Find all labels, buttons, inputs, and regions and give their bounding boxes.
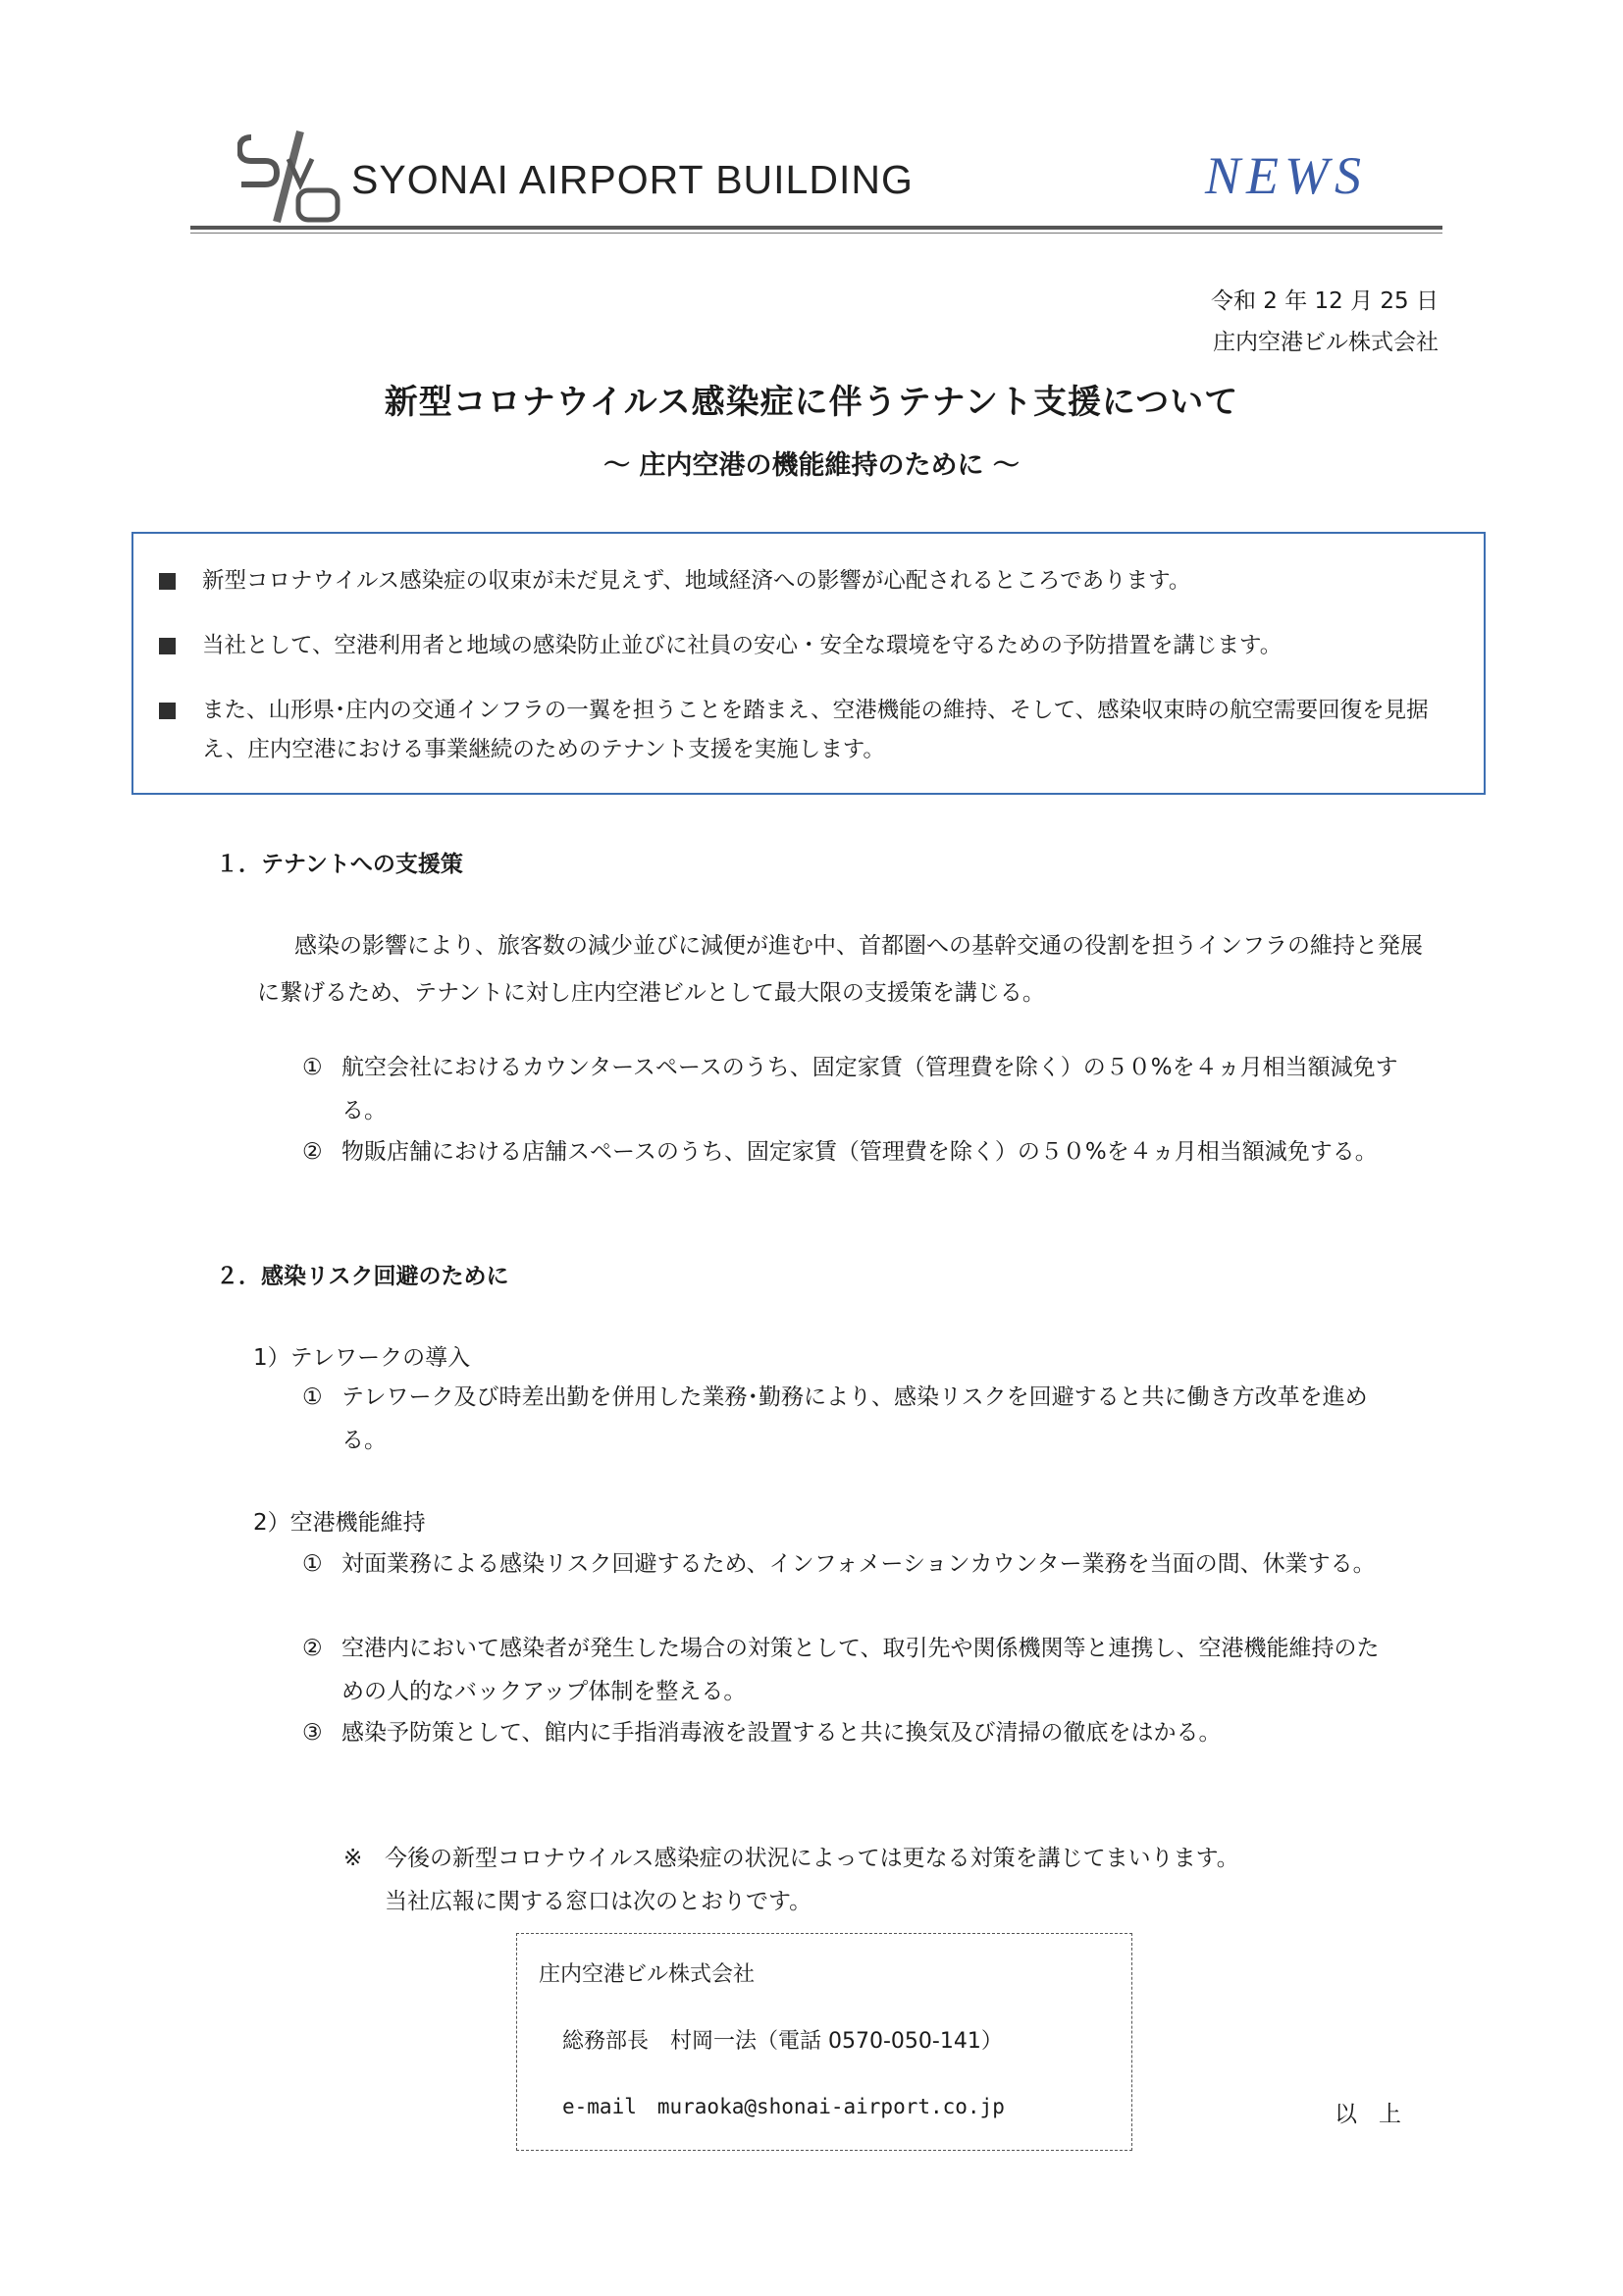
company-brand-name: SYONAI AIRPORT BUILDING <box>351 157 914 202</box>
list-item: ② 空港内において感染者が発生した場合の対策として、取引先や関係機関等と連携し、空港機能維持のための人的なバックアップ体制を整える。 <box>302 1636 1380 1704</box>
list-item: ① 航空会社におけるカウンタースペースのうち、固定家賃（管理費を除く）の５０%を４ヵ月相当額減免する。 <box>302 1055 1398 1123</box>
document-title: 新型コロナウイルス感染症に伴うテナント支援について <box>384 383 1239 422</box>
issuer-name: 庄内空港ビル株式会社 <box>1213 330 1439 355</box>
subsection-heading: 1）テレワークの導入 <box>253 1345 471 1371</box>
section1-paragraph: 感染の影響により、旅客数の減少並びに減便が進む中、首都圏への基幹交通の役割を担うインフラの維持と発展に繋げるため、テナントに対し庄内空港ビルとして最大限の支援策を講じる。 <box>257 933 1423 1006</box>
document-subtitle: ～ 庄内空港の機能維持のために ～ <box>603 450 1020 481</box>
header-divider <box>190 226 1442 230</box>
section-heading-1: １．テナントへの支援策 <box>216 852 463 877</box>
header-divider-thin <box>190 233 1442 234</box>
list-item: ③ 感染予防策として、館内に手指消毒液を設置すると共に換気及び清掃の徹底をはかる。 <box>302 1720 1222 1746</box>
bullet-square-icon <box>159 638 176 654</box>
issue-date: 令和 2 年 12 月 25 日 <box>1210 288 1439 314</box>
bullet-square-icon <box>159 573 176 590</box>
list-item: ① テレワーク及び時差出勤を併用した業務･勤務により、感染リスクを回避すると共に働き方改革を進める。 <box>302 1384 1368 1453</box>
section-heading-2: ２．感染リスク回避のために <box>216 1264 509 1289</box>
bullet-square-icon <box>159 703 176 719</box>
contact-email[interactable]: e-mail muraoka@shonai-airport.co.jp <box>562 2095 1005 2118</box>
list-item: ① 対面業務による感染リスク回避するため、インフォメーションカウンター業務を当面の間、休業する。 <box>302 1551 1376 1577</box>
closing-mark: 以上 <box>1335 2102 1423 2127</box>
contact-person: 総務部長 村岡一法（電話 0570-050-141） <box>562 2029 1003 2054</box>
contact-company: 庄内空港ビル株式会社 <box>539 1962 756 1987</box>
contact-box <box>516 1933 1132 2151</box>
list-item: ② 物販店舗における店舗スペースのうち、固定家賃（管理費を除く）の５０%を４ヵ月相当額減免する。 <box>302 1139 1378 1165</box>
news-label: NEWS <box>1205 146 1367 205</box>
summary-item: 新型コロナウイルス感染症の収束が未だ見えず、地域経済への影響が心配されるところであります。 <box>159 561 1464 600</box>
subsection-heading: 2）空港機能維持 <box>253 1510 426 1536</box>
company-logo <box>237 128 343 226</box>
summary-box <box>131 532 1486 795</box>
summary-item: 当社として、空港利用者と地域の感染防止並びに社員の安心・安全な環境を守るための予防措置を講じます。 <box>159 626 1464 665</box>
summary-item: また、山形県･庄内の交通インフラの一翼を担うことを踏まえ、空港機能の維持、そして、感染収束時の航空需要回復を見据え、庄内空港における事業継続のためのテナント支援を実施します。 <box>159 691 1464 769</box>
note: ※ 今後の新型コロナウイルス感染症の状況によっては更なる対策を講じてまいります。 当社広報に関する窓口は次のとおりです。 <box>343 1846 1239 1914</box>
